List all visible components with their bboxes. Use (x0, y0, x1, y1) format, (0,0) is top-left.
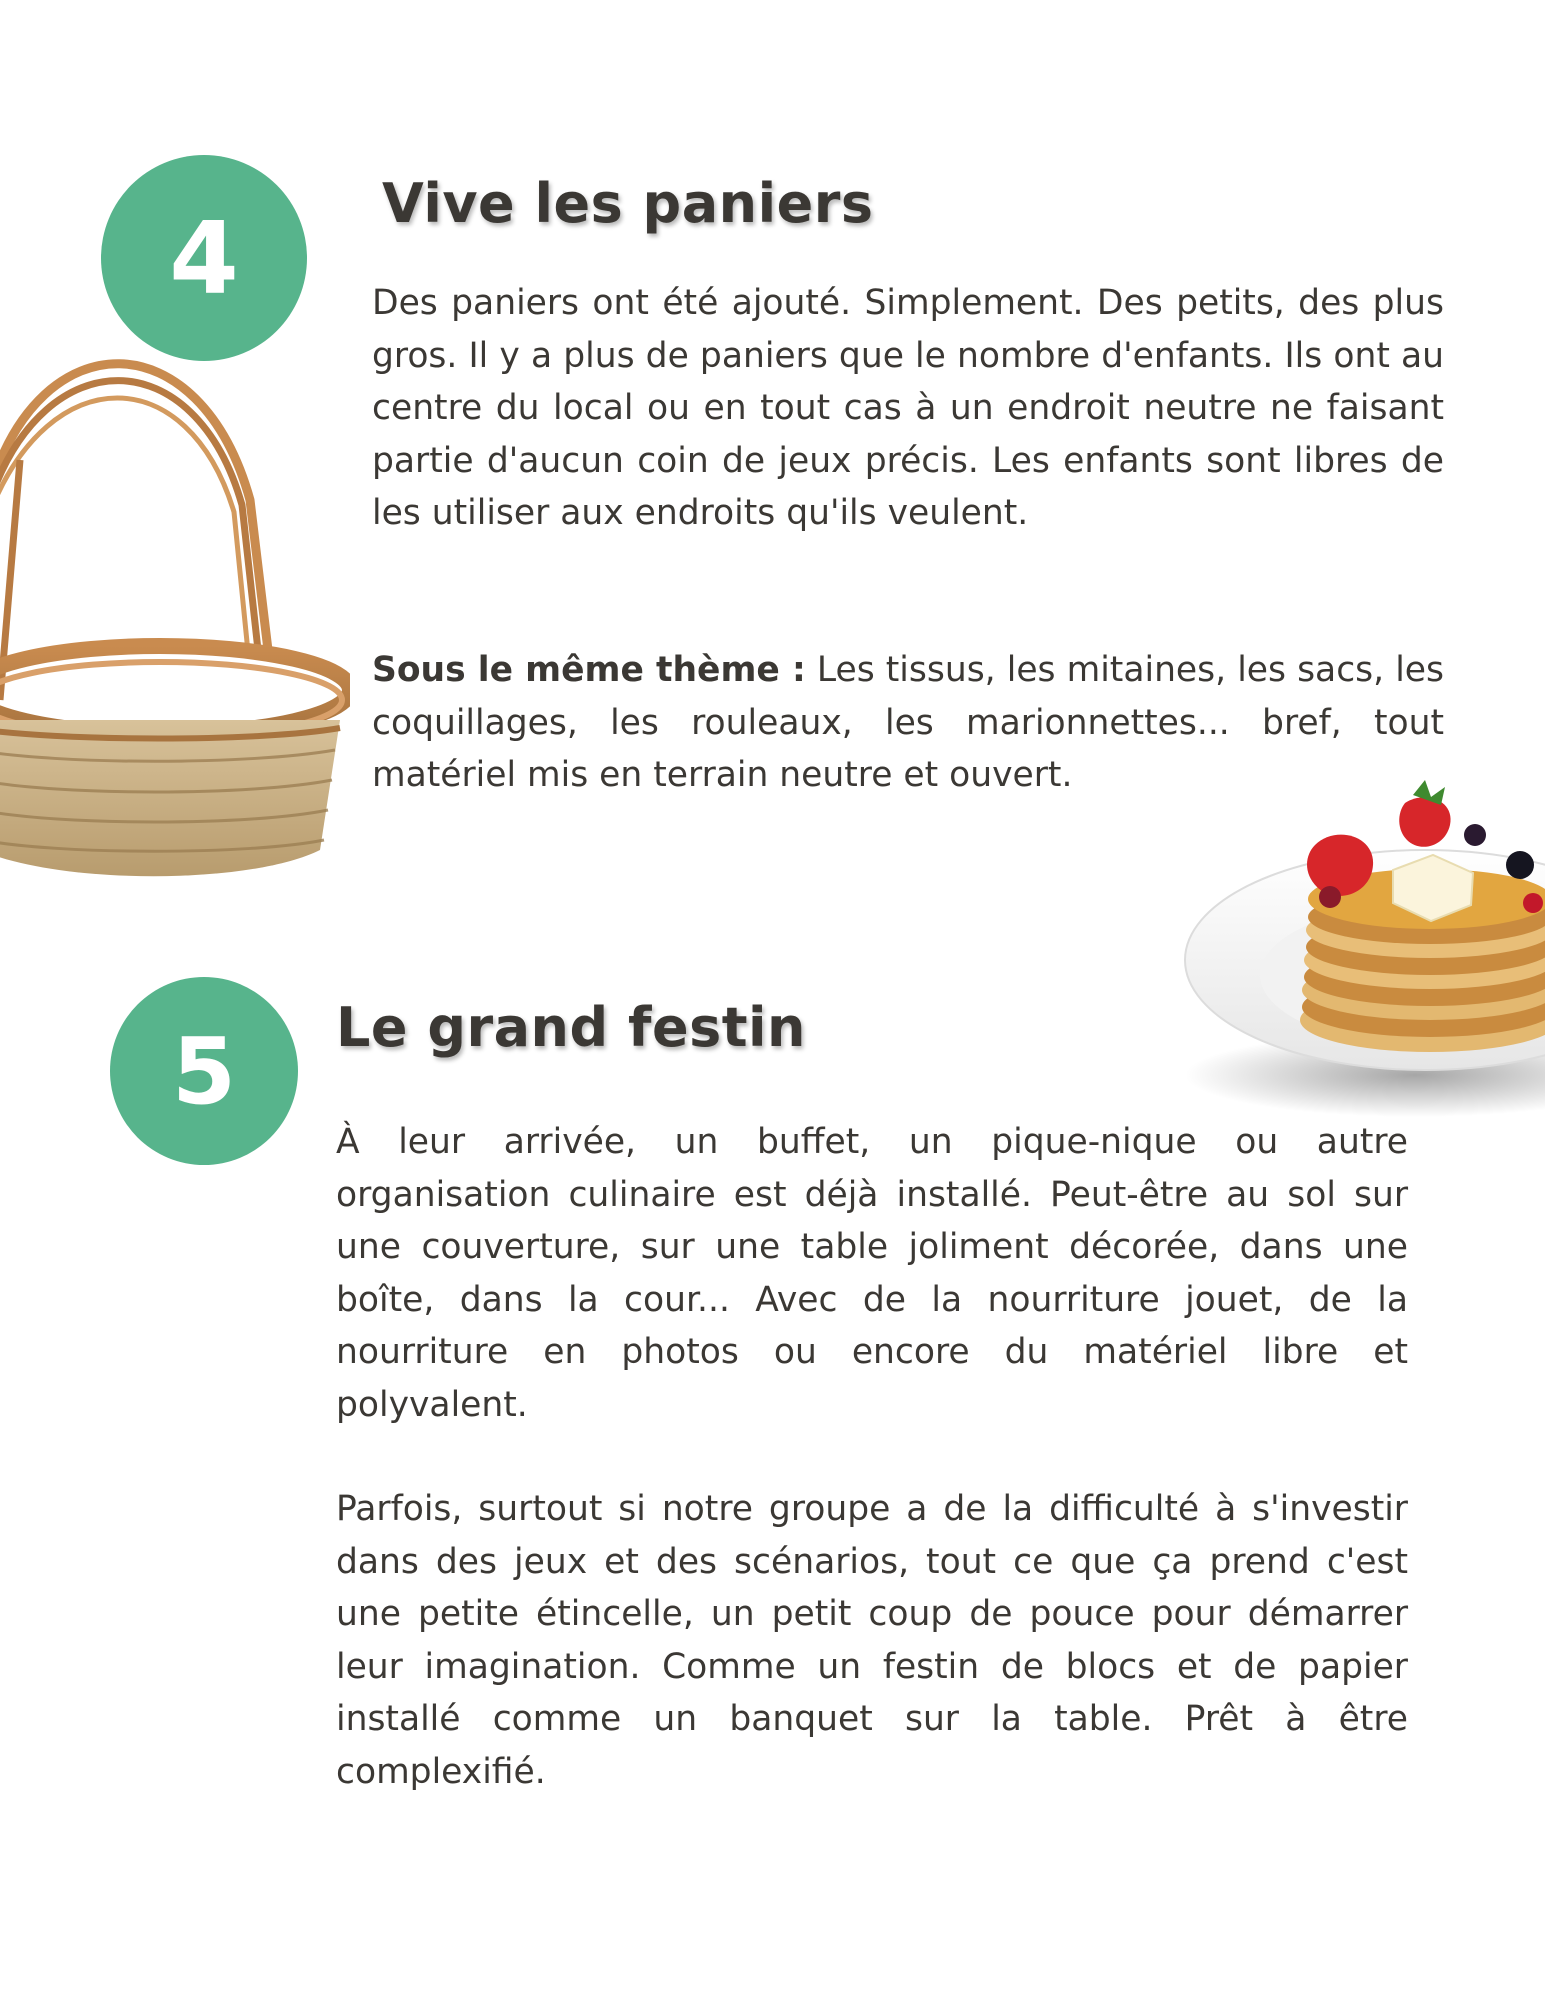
section-number-badge-5 (110, 977, 298, 1165)
section-title-vive-les-paniers: Vive les paniers (382, 172, 874, 235)
theme-label: Sous le même thème : (372, 650, 806, 690)
theme-text: Les tissus, les mitaines, les sacs, les coquillages, les rouleaux, les marionnettes... bref, tout matériel mis en terrain neutre et ouvert. (372, 650, 1444, 795)
section-number-4: 4 (169, 199, 239, 317)
section-number-badge-4 (101, 155, 307, 361)
section-5-body-2: Parfois, surtout si notre groupe a de la difficulté à s'investir dans des jeux et des scénarios, tout ce que ça prend c'est une petite étincelle, un petit coup de pouce pour démarrer leur imagination. Comme un festin de blocs et de papier installé comme un banquet sur la table. Prêt à être complexifié. (336, 1489, 1408, 1792)
basket-image (0, 340, 350, 900)
section-title-le-grand-festin: Le grand festin (336, 996, 806, 1059)
section-number-5: 5 (171, 1017, 236, 1125)
section-4-body: Des paniers ont été ajouté. Simplement. Des petits, des plus gros. Il y a plus de paniers que le nombre d'enfants. Ils ont au centre du local ou en tout cas à un endroit neutre ne faisant partie d'aucun coin de jeux précis. Les enfants sont libres de les utiliser aux endroits qu'ils veulent. (372, 283, 1444, 533)
section-5-body-1: À leur arrivée, un buffet, un pique-nique ou autre organisation culinaire est déjà installé. Peut-être au sol sur une couverture, sur une table joliment décorée, dans une boîte, dans la cour... Avec de la nourriture jouet, de la nourriture en photos ou encore du matériel libre et polyvalent. (336, 1122, 1408, 1425)
pancakes-image (1175, 775, 1545, 1125)
